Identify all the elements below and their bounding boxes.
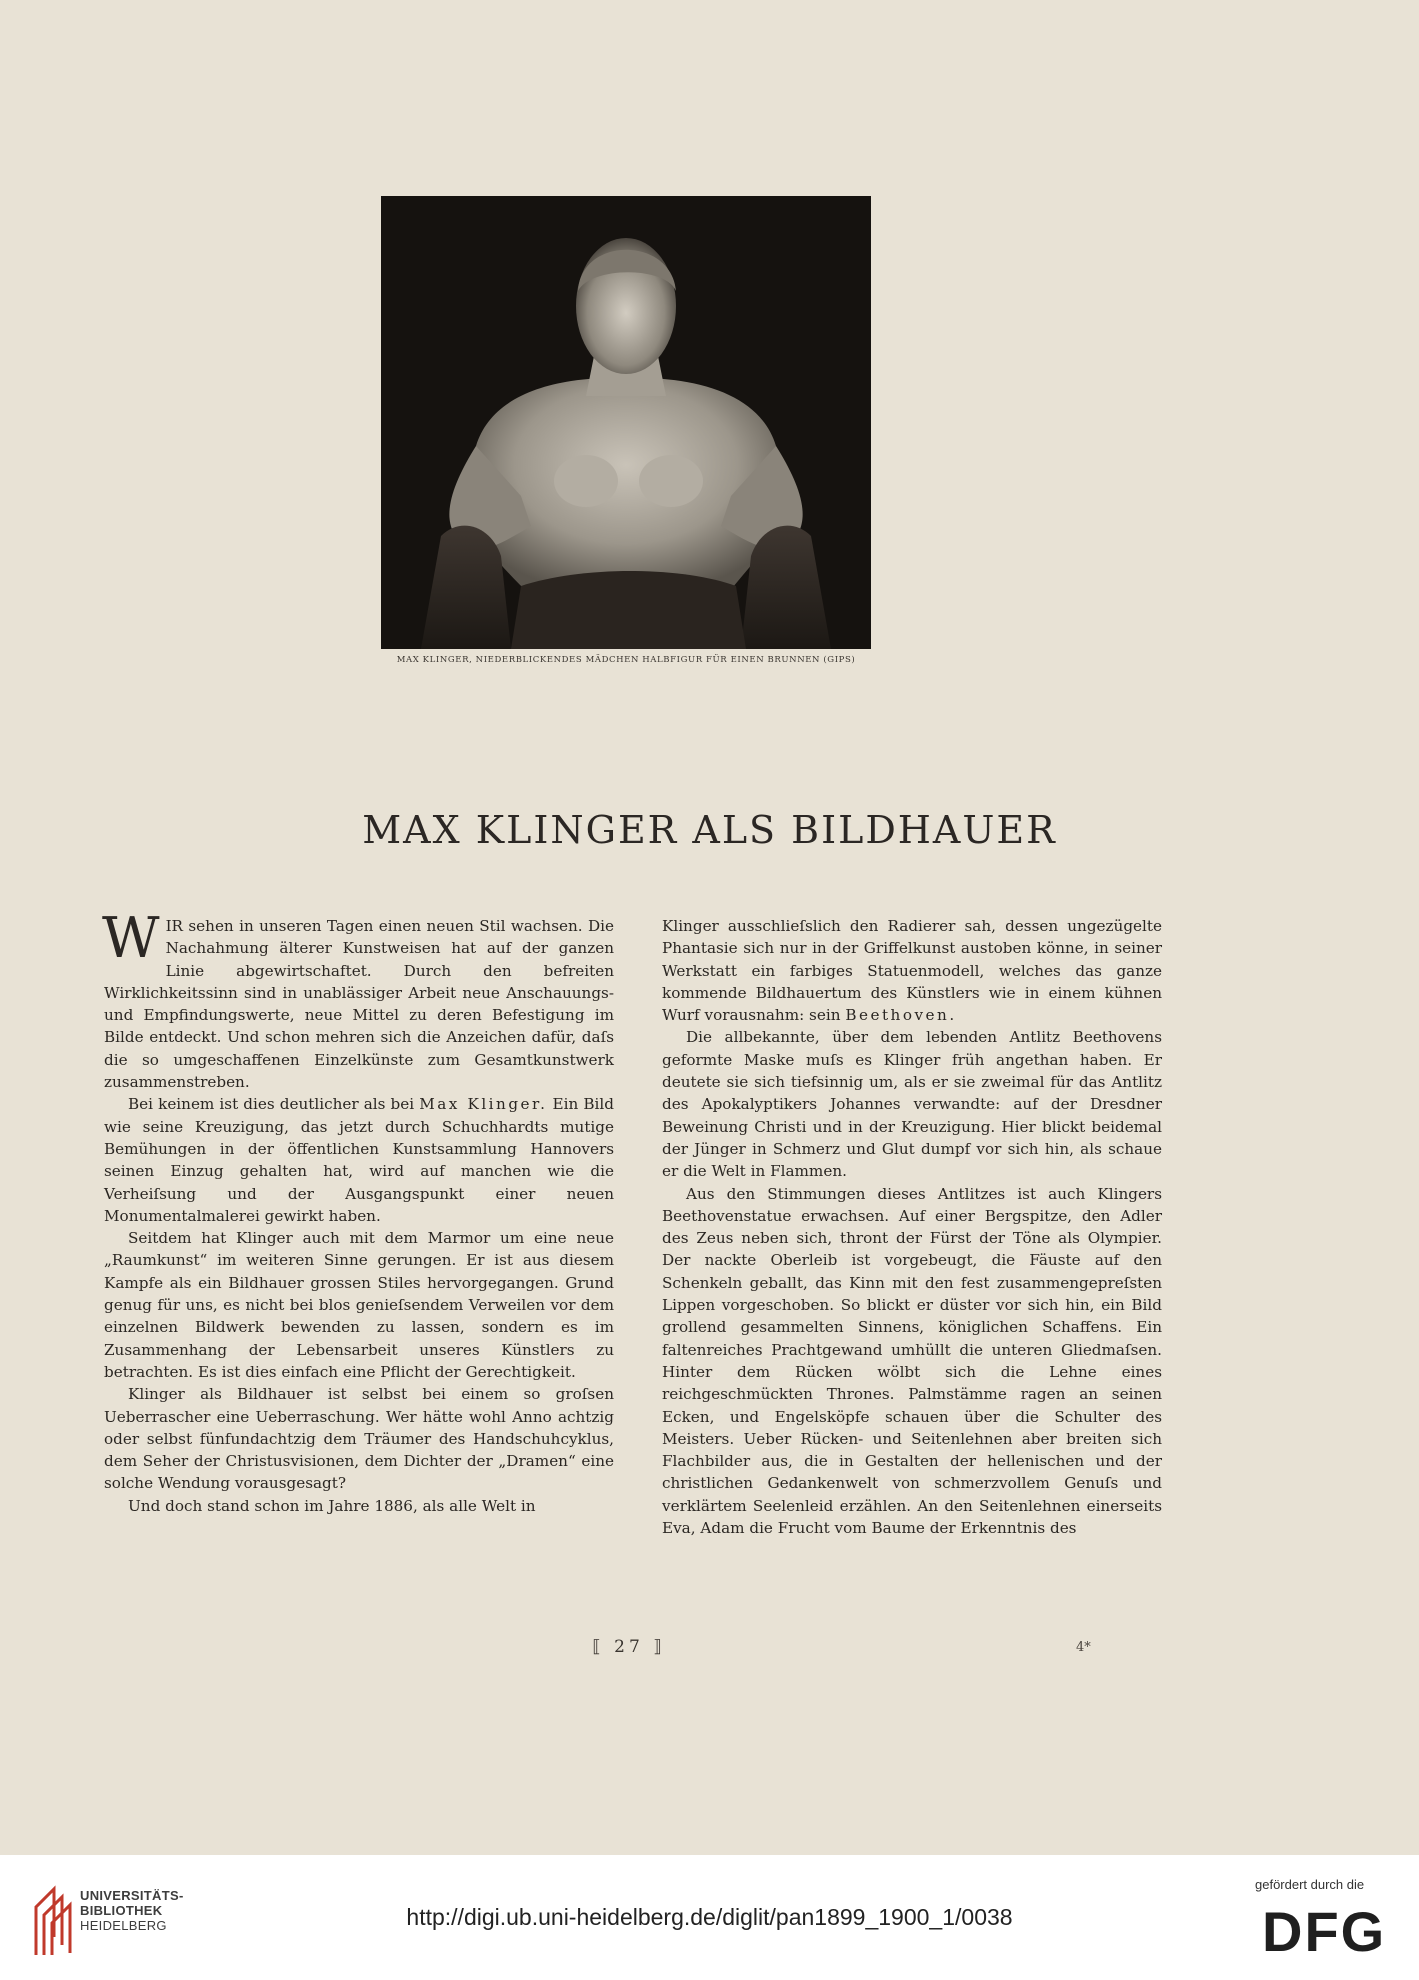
paragraph: Seitdem hat Klinger auch mit dem Marmor um eine neue „Raumkunst“ im weiteren Sinne gerungen. Er ist aus diesem Kampfe als ein Bildhauer grossen Stiles hervorgegangen. Grund genug für uns, es nicht bei blos genieſsendem Verweilen vor dem einzelnen Bildwerk bewenden zu lassen, sondern es im Zusammenhang der Lebensarbeit unseres Künstlers zu betrachten. Es ist dies einfach eine Pflicht der Gerechtigkeit. <box>104 1229 614 1381</box>
paragraph-text: Klinger ausschlieſslich den Radierer sah, dessen ungezügelte Phantasie sich nur in der Griffelkunst austoben könne, in seiner Werkstatt ein farbiges Statuenmodell, welches das ganze kommende Bildhauertum des Künstlers wie in einem kühnen Wurf vorausnahm: sein <box>662 917 1162 1025</box>
spaced-name: Beethoven. <box>845 1006 957 1025</box>
page-number: ⟦ 27 ⟧ <box>592 1637 666 1657</box>
paragraph: Die allbekannte, über dem lebenden Antlitz Beethovens geformte Maske muſs es Klinger früh angethan haben. Er deutete sie sich tiefsinnig um, als er sie zweimal für das Antlitz des Apokalyptikers Johannes verwandte: auf der Dresdner Beweinung Christi und in der Kreuzigung. Hier blickt beidemal der Jünger in Schmerz und Glut dumpf vor sich hin, als schaue er die Welt in Flammen. <box>662 1028 1162 1181</box>
paragraph-text: Bei keinem ist dies deutlicher als bei <box>128 1095 420 1114</box>
drop-cap: W <box>102 906 160 971</box>
article-title: MAX KLINGER ALS BILDHAUER <box>362 808 1057 852</box>
funding-label: gefördert durch die <box>1255 1877 1365 1892</box>
paragraph: Klinger als Bildhauer ist selbst bei einem so groſsen Ueberrascher eine Ueberraschung. Wer hätte wohl Anno achtzig oder selbst fünfundachtzig dem Träumer des Handschuhcyklus, dem Seher der Christusvisionen, dem Dichter der „Dramen“ eine solche Wendung vorausgesagt? <box>104 1385 614 1493</box>
spaced-name: Max Klinger. <box>419 1095 548 1114</box>
viewer-footer <box>0 1855 1419 1980</box>
sculpture-image <box>381 196 871 649</box>
dfg-logo[interactable]: DFG <box>1262 1900 1387 1963</box>
right-column <box>662 915 1162 1539</box>
library-name-line: HEIDELBERG <box>80 1918 167 1933</box>
paragraph-text: IR sehen in unseren Tagen einen neuen Stil wachsen. Die Nachahmung älterer Kunstweisen hat auf der ganzen Linie abgewirtschaftet. Durch den befreiten Wirklichkeitssinn sind in unablässiger Arbeit neue Anschauungs- und Empfindungswerte, neue Mittel zu deren Befestigung im Bilde entdeckt. Und schon mehren sich die Anzeichen dafür, daſs die so umgeschaffenen Einzelkünste zum Gesamtkunstwerk zusammenstreben. <box>104 917 614 1092</box>
library-name-line: BIBLIOTHEK <box>80 1903 163 1918</box>
paragraph <box>102 906 614 1093</box>
paragraph-text: Ein Bild wie seine Kreuzigung, das jetzt durch Schuchhardts mutige Bemühungen in der öffentlichen Kunstsammlung Hannovers seinen Einzug gehalten hat, wird auf manchen wie die Verheiſsung und der Ausgangspunkt einer neuen Monumentalmalerei gewirkt haben. <box>104 1095 614 1225</box>
permalink-url[interactable]: http://digi.ub.uni-heidelberg.de/diglit/pan1899_1900_1/0038 <box>406 1904 1013 1930</box>
paragraph <box>662 915 1162 1026</box>
left-column <box>102 906 614 1517</box>
paragraph: Aus den Stimmungen dieses Antlitzes ist auch Klingers Beethovenstatue erwachsen. Auf einer Bergspitze, den Adler des Zeus neben sich, thront der Fürst der Töne als Olympier. Der nackte Oberleib ist vorgebeugt, die Fäuste auf den Schenkeln geballt, das Kinn mit den fest zusammengepreſsten Lippen vorgeschoben. So blickt er düster vor sich hin, ein Bild grollend gesammelten Sinnens, königlichen Schaffens. Ein faltenreiches Prachtgewand umhüllt die unteren Gliedmaſsen. Hinter dem Rücken wölbt sich die Lehne eines reichgeschmückten Thrones. Palmstämme ragen an seinen Ecken, und Engelsköpfe schauen über die Schulter des Meisters. Ueber Rücken- und Seitenlehnen aber breiten sich Flachbilder aus, die in Gestalten der hellenischen und der christlichen Gedankenwelt von schmerzvollem Genuſs und verklärtem Seelenleid erzählen. An den Seitenlehnen einerseits Eva, Adam die Frucht vom Baume der Erkenntnis des <box>662 1184 1162 1538</box>
paragraph: Und doch stand schon im Jahre 1886, als alle Welt in <box>128 1496 536 1515</box>
signature-mark: 4* <box>1076 1640 1091 1655</box>
library-name-line: UNIVERSITÄTS- <box>80 1888 184 1903</box>
sculpture-photograph <box>381 196 871 649</box>
figure-caption: MAX KLINGER, NIEDERBLICKENDES MÄDCHEN HALBFIGUR FÜR EINEN BRUNNEN (GIPS) <box>396 655 856 665</box>
paragraph <box>104 1093 614 1227</box>
